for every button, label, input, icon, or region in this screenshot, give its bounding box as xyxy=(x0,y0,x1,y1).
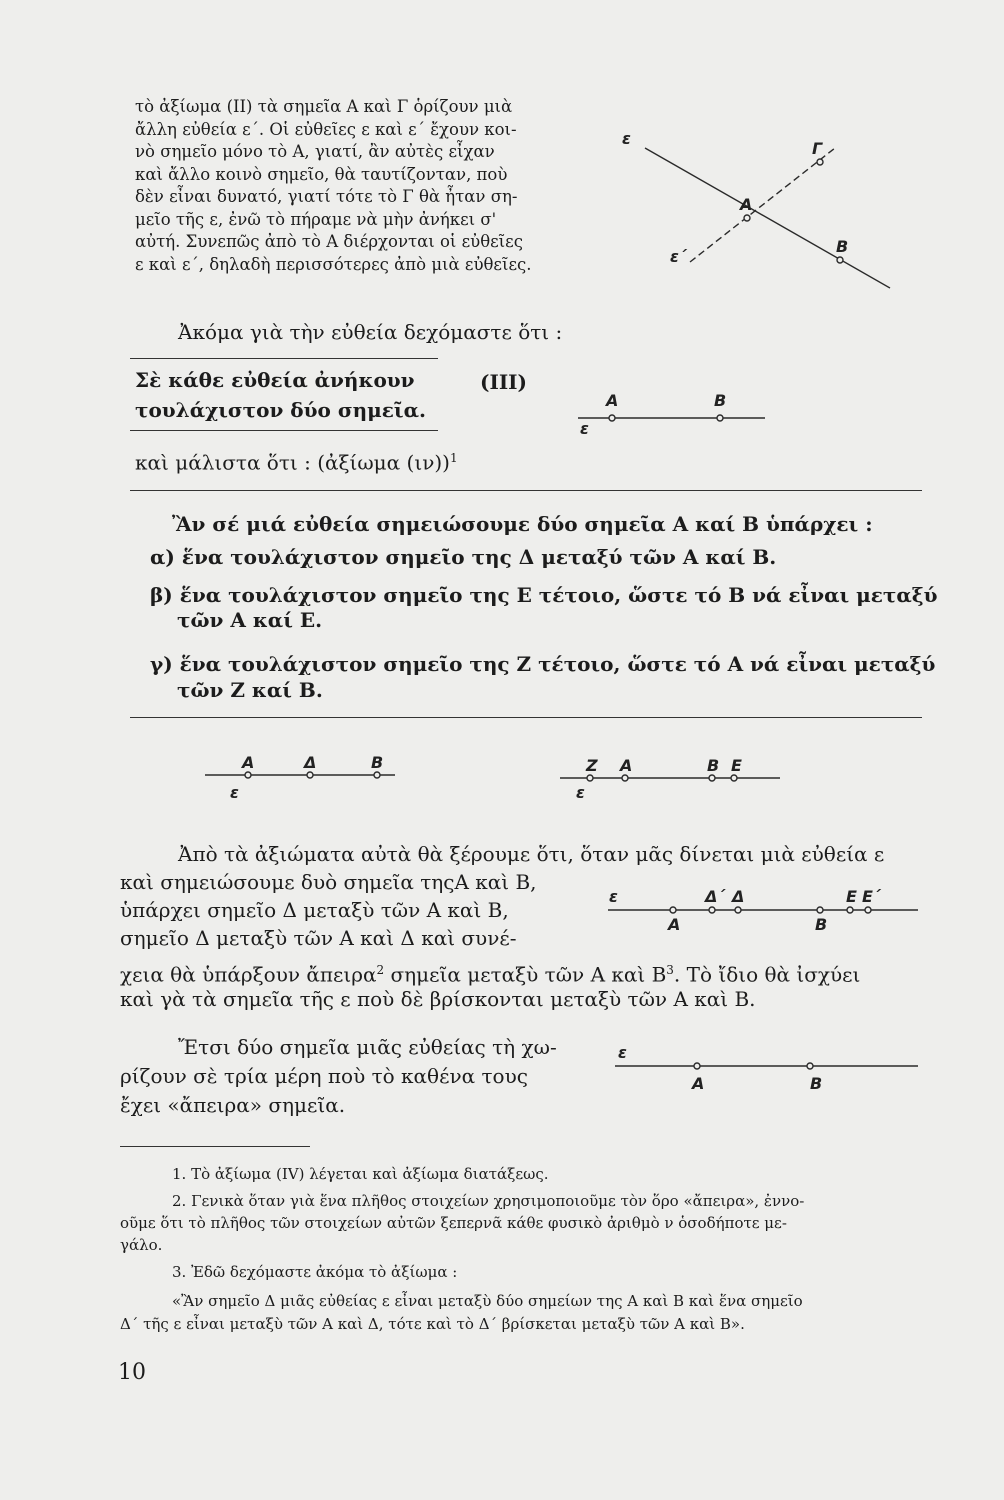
axiom3-label: (ΙΙΙ) xyxy=(480,370,527,394)
text-line: μεῖο τῆς ε, ἐνῶ τὸ πήραμε νὰ μὴν ἀνήκει σ' xyxy=(135,209,497,229)
footnote-3-quote-cont: Δ΄ τῆς ε εἶναι μεταξὺ τῶν Α καὶ Δ, τότε καὶ τὸ Δ΄ βρίσκεται μεταξὺ τῶν Α καὶ Β». xyxy=(120,1315,745,1333)
figure5-label-e-point: Ε xyxy=(846,887,857,906)
intro-line: Ἀκόμα γιὰ τὴν εὐθεία δεχόμαστε ὅτι : xyxy=(178,320,563,344)
figure1-label-b: Β xyxy=(836,237,849,256)
figure5-label-b: Β xyxy=(815,915,828,934)
paragraph3-line2: ρίζουν σὲ τρία μέρη ποὺ τὸ καθένα τους xyxy=(120,1064,528,1088)
axiom4-item-b: β) ἕνα τουλάχιστον σημεῖο της Ε τέτοιο, ὥστε τό Β νά εἶναι μεταξύ xyxy=(150,583,938,607)
figure4-label-b: Β xyxy=(707,756,720,775)
axiom4-item-c-cont: τῶν Ζ καί Β. xyxy=(177,678,323,702)
figure2-point-a xyxy=(609,415,615,421)
figure3-label-d: Δ xyxy=(304,753,317,772)
figure3-point-d xyxy=(307,772,313,778)
footnote-2-cont2: γάλο. xyxy=(120,1236,163,1254)
paragraph2-line1: Ἀπὸ τὰ ἀξιώματα αὐτὰ θὰ ξέρουμε ὅτι, ὅταν μᾶς δίνεται μιὰ εὐθεία ε xyxy=(178,842,885,866)
figure1-point-a xyxy=(744,215,750,221)
figure4-point-a xyxy=(622,775,628,781)
axiom4-item-a: α) ἕνα τουλάχιστον σημεῖο της Δ μεταξύ τῶν Α καί Β. xyxy=(150,545,777,569)
figure2-label-a: Α xyxy=(606,391,619,410)
paragraph3-line3: ἔχει «ἄπειρα» σημεῖα. xyxy=(120,1093,346,1117)
figure6-point-a xyxy=(694,1063,700,1069)
figure5-label-e: ε xyxy=(609,887,618,906)
footnote-1: 1. Τὸ ἀξίωμα (IV) λέγεται καὶ ἀξίωμα διατάξεως. xyxy=(172,1165,549,1183)
figure1-label-gamma: Γ xyxy=(812,139,823,158)
text-line: ἄλλη εὐθεία ε΄. Οἱ εὐθεῖες ε καὶ ε΄ ἔχουν κοι- xyxy=(135,119,517,139)
figure5-point-b xyxy=(817,907,823,913)
figure6-label-e: ε xyxy=(618,1043,627,1062)
figure3-label-a: Α xyxy=(242,753,255,772)
text-line: αὐτή. Συνεπῶς ἀπὸ τὸ Α διέρχονται οἱ εὐθεῖες xyxy=(135,232,523,251)
figure2-label-b: Β xyxy=(714,391,727,410)
figure5-label-a: Α xyxy=(668,915,681,934)
figure5-label-e-point-prime: Ε΄ xyxy=(862,887,880,906)
figure4-point-b xyxy=(709,775,715,781)
figure3-label-e: ε xyxy=(230,783,239,802)
figure4-label-a: Α xyxy=(620,756,633,775)
figure5-label-d-prime: Δ΄ xyxy=(705,887,725,906)
figure1-point-gamma xyxy=(817,159,823,165)
text-segment: . Τὸ ἴδιο θὰ ἰσχύει xyxy=(673,962,861,987)
figure3-point-a xyxy=(245,772,251,778)
figure1-label-e: ε xyxy=(622,129,631,148)
text-line: δὲν εἶναι δυνατό, γιατί τότε τὸ Γ θὰ ἦταν ση- xyxy=(135,187,518,206)
figure5-label-d: Δ xyxy=(732,887,745,906)
paragraph2-line3: ὑπάρχει σημεῖο Δ μεταξὺ τῶν Α καὶ Β, xyxy=(120,898,509,922)
figure1-line-e xyxy=(645,148,890,288)
figure5-point-e-prime xyxy=(865,907,871,913)
text-segment: χεια θὰ ὑπάρξουν ἄπειρα xyxy=(120,962,377,987)
axiom4-item-b-cont: τῶν Α καί Ε. xyxy=(177,608,323,632)
page-number: 10 xyxy=(118,1360,146,1385)
text-segment: σημεῖα μεταξὺ τῶν Α καὶ Β xyxy=(384,962,667,987)
axiom4-intro-text: καὶ μάλιστα ὅτι : (ἀξίωμα (ιν)) xyxy=(135,450,450,475)
text-line: νὸ σημεῖο μόνο τὸ Α, γιατί, ἂν αὐτὲς εἶχαν xyxy=(135,142,495,161)
figure1-point-b xyxy=(837,257,843,263)
figure4-label-e: ε xyxy=(576,783,585,802)
paragraph3-line1: Ἔτσι δύο σημεῖα μιᾶς εὐθείας τὴ χω- xyxy=(178,1035,557,1059)
axiom3-line1: Σὲ κάθε εὐθεία ἀνήκουν xyxy=(135,368,415,392)
paragraph2-line6: καὶ γὰ τὰ σημεῖα τῆς ε ποὺ δὲ βρίσκονται μεταξὺ τῶν Α καὶ Β. xyxy=(120,987,756,1011)
footnote-2: 2. Γενικὰ ὅταν γιὰ ἕνα πλῆθος στοιχείων χρησιμοποιοῦμε τὸν ὅρο «ἄπειρα», ἐννο- xyxy=(172,1192,805,1210)
figure6-label-b: Β xyxy=(810,1074,823,1093)
figure1-label-e-prime: ε΄ xyxy=(670,247,686,266)
figure6-label-a: Α xyxy=(692,1074,705,1093)
footnote-ref: 3 xyxy=(666,963,674,977)
figure5-point-d-prime xyxy=(709,907,715,913)
footnote-2-cont: οῦμε ὅτι τὸ πλῆθος τῶν στοιχείων αὐτῶν ξεπερνᾶ κάθε φυσικὸ ἀριθμὸ ν ὁσοδήποτε με- xyxy=(120,1214,787,1232)
axiom4-lead: Ἂν σέ μιά εὐθεία σημειώσουμε δύο σημεῖα Α καί Β ὑπάρχει : xyxy=(172,512,873,536)
figure2-point-b xyxy=(717,415,723,421)
figure3-label-b: Β xyxy=(371,753,384,772)
footnote-3: 3. Ἐδῶ δεχόμαστε ἀκόμα τὸ ἀξίωμα : xyxy=(172,1263,458,1281)
text-line: καὶ ἄλλο κοινὸ σημεῖο, θὰ ταυτίζονταν, ποὺ xyxy=(135,164,508,184)
figure5-point-e xyxy=(847,907,853,913)
figure4-point-e xyxy=(731,775,737,781)
paragraph2-line4: σημεῖο Δ μεταξὺ τῶν Α καὶ Δ καὶ συνέ- xyxy=(120,926,517,950)
footnote-ref: 1 xyxy=(449,451,458,465)
axiom3-line2: τουλάχιστον δύο σημεῖα. xyxy=(135,398,426,422)
axiom4-item-c: γ) ἕνα τουλάχιστον σημεῖο της Ζ τέτοιο, ὥστε τό Α νά εἶναι μεταξύ xyxy=(150,652,936,676)
text-line: ε καὶ ε΄, δηλαδὴ περισσότερες ἀπὸ μιὰ εὐθεῖες. xyxy=(135,254,532,274)
figure5-point-d xyxy=(735,907,741,913)
figure4-point-z xyxy=(587,775,593,781)
figure6-point-b xyxy=(807,1063,813,1069)
paragraph2-line2: καὶ σημειώσουμε δυὸ σημεῖα τηςΑ καὶ Β, xyxy=(120,870,537,894)
figure2-label-e: ε xyxy=(580,419,589,438)
text-line: τὸ ἀξίωμα (ΙΙ) τὰ σημεῖα Α καὶ Γ ὁρίζουν μιὰ xyxy=(135,97,513,116)
figure4-label-z: Ζ xyxy=(586,756,598,775)
figure1-label-a: Α xyxy=(740,195,753,214)
footnote-3-quote: «Ἂν σημεῖο Δ μιᾶς εὐθείας ε εἶναι μεταξὺ δύο σημείων της Α καὶ Β καὶ ἕνα σημεῖο xyxy=(172,1292,803,1310)
footnote-ref: 2 xyxy=(376,963,385,977)
figure4-label-e-point: Ε xyxy=(731,756,742,775)
figure3-point-b xyxy=(374,772,380,778)
figure5-point-a xyxy=(670,907,676,913)
